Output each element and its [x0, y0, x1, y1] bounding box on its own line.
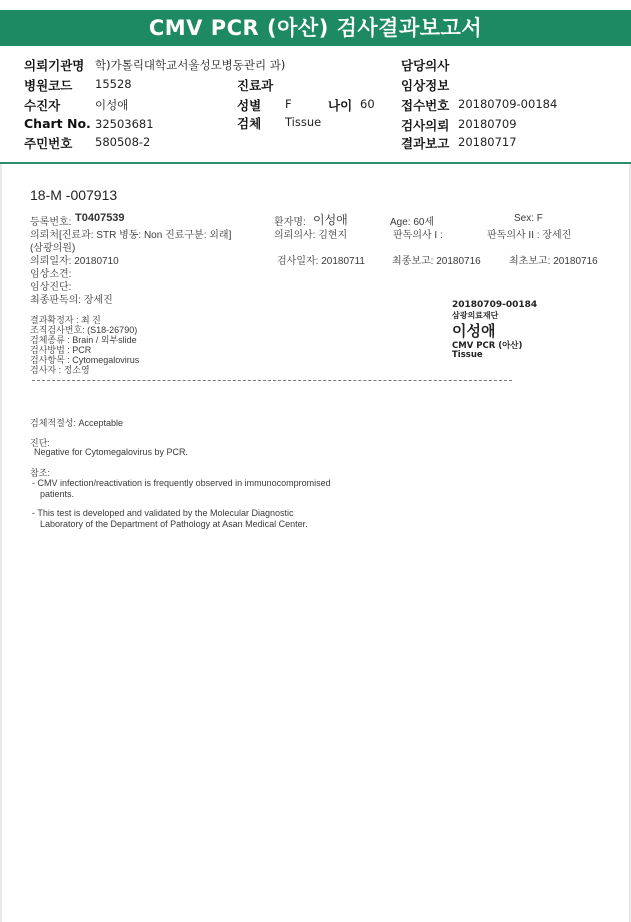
test-method: 검사방법 : PCR — [30, 345, 92, 355]
ward-code-value: 15528 — [95, 77, 132, 91]
hospital-value: 학)가톨릭대학교서울성모병동관리 과) — [95, 58, 286, 72]
dashed-separator — [32, 380, 512, 381]
report-title: CMV PCR (아산) 검사결과보고서 — [0, 10, 631, 46]
final-reader: 최종판독의: 장세진 — [30, 295, 113, 306]
diagnosis-label: 진단: — [30, 438, 50, 448]
age-value: 60 — [360, 97, 375, 111]
stamp-specimen: Tissue — [452, 350, 483, 360]
chart-no-label: Chart No. — [24, 116, 91, 131]
patient-label: 수진자 — [24, 98, 61, 113]
result-confirmer: 결과확정자 : 최 진 — [30, 315, 101, 325]
patient-name-value: 이성애 — [313, 213, 348, 227]
clinical-findings: 임상소견: — [30, 269, 72, 280]
patient-value: 이성애 — [95, 98, 129, 112]
sex-value: F — [285, 97, 292, 111]
registration-label: 등록번호: — [30, 217, 72, 228]
resident-no-label: 주민번호 — [24, 136, 73, 151]
diagnosis-text: Negative for Cytomegalovirus by PCR. — [34, 447, 189, 457]
left-margin — [0, 164, 2, 922]
patient-name-label: 환자명: — [274, 217, 306, 228]
examiner: 검사자 : 정소영 — [30, 365, 90, 375]
patient-age: Age: 60세 — [390, 217, 435, 228]
tissue-number: 조직검사번호: (S18-26790) — [30, 325, 138, 335]
ward-code-label: 병원코드 — [24, 78, 73, 93]
resident-no-value: 580508-2 — [95, 135, 151, 149]
request-date-label: 검사의뢰 — [401, 118, 450, 133]
doctor-label: 담당의사 — [401, 58, 450, 73]
specimen-label: 검체 — [237, 116, 262, 131]
patient-info-section — [0, 46, 631, 160]
request-date-value: 20180709 — [458, 117, 517, 131]
registration-value: T0407539 — [75, 212, 125, 224]
report-date-label: 결과보고 — [401, 136, 450, 151]
exam-date: 검사일자: 20180711 — [277, 256, 365, 267]
referrer: 의뢰처[진료과: STR 병동: Non 진료구분: 외래] — [30, 230, 232, 241]
referrer-org: (삼광의원) — [30, 243, 76, 254]
dept-label: 진료과 — [237, 78, 274, 93]
note-2-line-1: - This test is developed and validated by the Molecular Diagnostic — [32, 508, 294, 518]
note-2-line-2: Laboratory of the Department of Pathology at Asan Medical Center. — [40, 519, 308, 529]
test-item: 검사항목 : Cytomegalovirus — [30, 355, 140, 365]
referrer-doctor: 의뢰의사: 김현지 — [274, 230, 348, 241]
specimen-value: Tissue — [285, 115, 322, 129]
stamp-org: 삼광의료재단 — [452, 311, 499, 320]
reader-2: 판독의사 II : 장세진 — [487, 230, 572, 241]
section-divider — [0, 162, 631, 164]
request-date: 의뢰일자: 20180710 — [30, 256, 119, 267]
note-1-line-2: patients. — [40, 489, 75, 499]
specimen-adequacy: 검체적절성: Acceptable — [30, 418, 124, 428]
stamp-test: CMV PCR (아산) — [452, 341, 523, 351]
reader-1: 판독의사 I : — [393, 230, 443, 241]
stamp-number: 20180709-00184 — [452, 300, 538, 310]
hospital-label: 의뢰기관명 — [24, 58, 85, 73]
clinical-info-label: 임상정보 — [401, 78, 450, 93]
clinical-diagnosis: 임상진단: — [30, 282, 72, 293]
receipt-no-value: 20180709-00184 — [458, 97, 558, 111]
patient-sex: Sex: F — [514, 213, 543, 224]
final-report-date: 최종보고: 20180716 — [392, 256, 481, 267]
receipt-no-label: 접수번호 — [401, 98, 450, 113]
report-date-value: 20180717 — [458, 135, 517, 149]
case-number: 18-M -007913 — [30, 187, 118, 203]
specimen-type: 검체종류 : Brain / 외부slide — [30, 335, 137, 345]
stamp-name: 이성애 — [452, 322, 496, 340]
age-label: 나이 — [328, 98, 353, 113]
sex-label: 성별 — [237, 98, 262, 113]
chart-no-value: 32503681 — [95, 117, 154, 131]
note-1-line-1: - CMV infection/reactivation is frequently observed in immunocompromised — [32, 478, 331, 488]
note-label: 참조: — [30, 468, 50, 478]
first-report-date: 최초보고: 20180716 — [509, 256, 598, 267]
